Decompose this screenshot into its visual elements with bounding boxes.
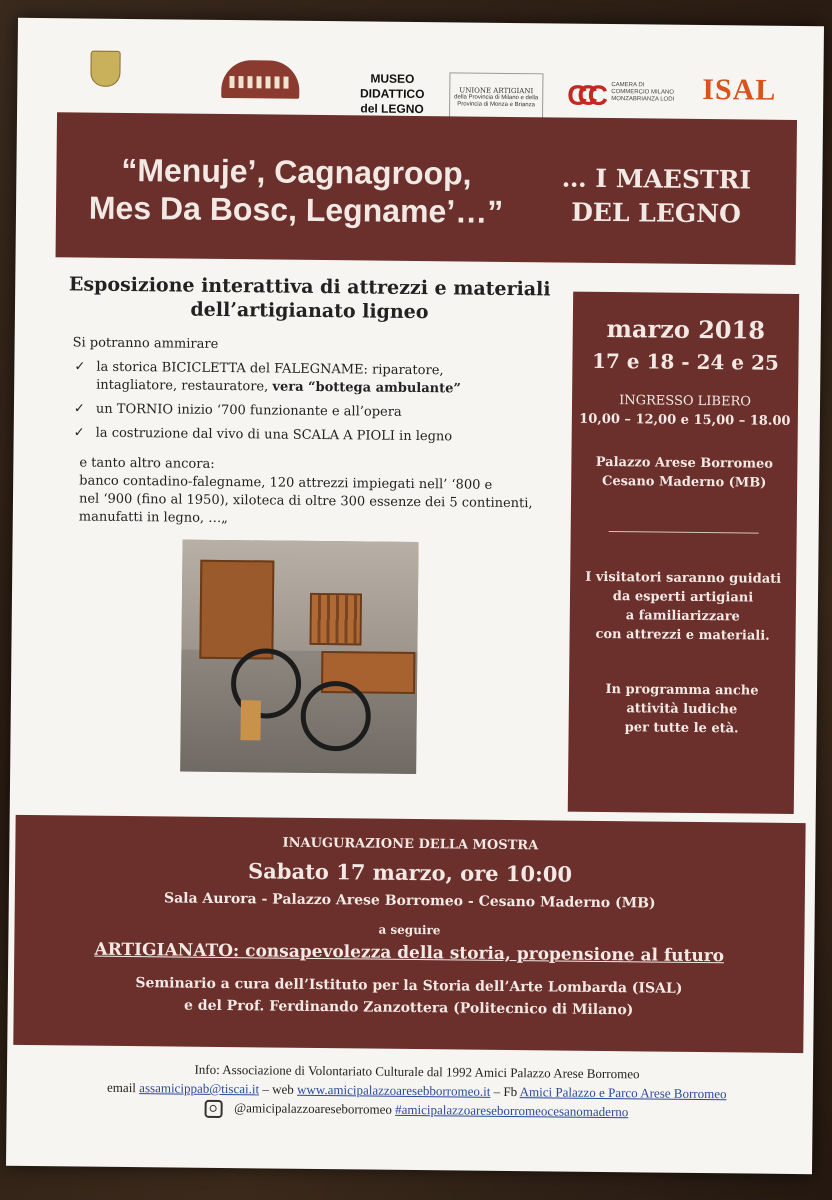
title-right (556, 161, 757, 231)
wooden-rack (199, 560, 274, 660)
email-link[interactable]: assamicippab@tiscai.it (139, 1080, 260, 1097)
fb-label: – Fb (493, 1083, 518, 1100)
checkmark-icon: ✓ (73, 425, 85, 441)
crest-icon (90, 51, 120, 87)
seminar-topic: ARTIGIANATO: consapevolezza della storia, propensione al futuro (94, 939, 725, 967)
more-line3: nel ‘900 (fino al 1950), xiloteca di oltre 300 essenze dei 5 continenti, (78, 491, 533, 512)
seminar-line1: Seminario a cura dell’Istituto per la Storia dell’Arte Lombarda (ISAL) (135, 975, 683, 997)
camera-commercio-logo (567, 78, 677, 119)
museo-logo: MUSEO DIDATTICO del LEGNO (359, 71, 425, 117)
seminar-credits (14, 971, 804, 1023)
title-banner (56, 112, 797, 265)
title-left-line2: Mes Da Bosc, Legname’…” (88, 189, 504, 230)
guide-line1: I visitatori saranno guidati (585, 569, 782, 587)
web-link[interactable]: www.amicipalazzoaresebborromeo.it (296, 1081, 491, 1099)
instagram-icon (205, 1100, 223, 1118)
list-item (72, 358, 561, 399)
event-days: 17 e 18 - 24 e 25 (591, 348, 780, 375)
more-line1: e tanto altro ancora: (79, 455, 215, 472)
heading-line2: dell’artigianato ligneo (190, 298, 429, 324)
web-label: – web (262, 1081, 294, 1097)
title-left (86, 151, 507, 231)
more-line2: banco contadino-falegname, 120 attrezzi impiegati nell’ ‘800 e (79, 473, 493, 493)
checkmark-icon: ✓ (73, 401, 85, 417)
guide-line4: con attrezzi e materiali. (595, 626, 770, 644)
contact-info (67, 1058, 768, 1123)
bicycle-photo (180, 540, 418, 774)
ccc-icon: CCC (567, 79, 599, 111)
inauguration-place: Sala Aurora - Palazzo Arese Borromeo - Cesano Maderno (MB) (163, 890, 656, 912)
program-line2: attività ludiche (626, 701, 738, 718)
guide-line2: da esperti artigiani (612, 589, 754, 606)
venue-line1: Palazzo Arese Borromeo (595, 454, 774, 472)
venue-line2: Cesano Maderno (MB) (601, 473, 767, 491)
event-month: marzo 2018 (606, 313, 766, 345)
intro-text: Si potranno ammirare (72, 335, 219, 352)
heading-line1: Esposizione interattiva di attrezzi e materiali (68, 273, 551, 301)
item2-text: un TORNIO inizio ‘700 funzionante e all’opera (95, 401, 402, 420)
camera-text: CAMERA DI COMMERCIO MILANO MONZABRIANZA LODI (611, 82, 675, 103)
unione-artigiani-logo (449, 72, 543, 121)
poster (6, 18, 824, 1174)
item3-text: la costruzione dal vivo di una SCALA A PIOLI in legno (95, 425, 453, 445)
follow-text: a seguire (378, 922, 441, 938)
more-line4: manufatti in legno, …„ (78, 509, 229, 527)
program-line1: In programma anche (605, 682, 759, 699)
palazzo-building-icon (221, 60, 299, 99)
unione-title: UNIONE ARTIGIANI (459, 86, 534, 96)
description (55, 334, 562, 531)
more-text (71, 454, 561, 531)
info-sidebar (568, 292, 799, 814)
bicycle-wheel (300, 681, 371, 752)
palazzo-logo (217, 60, 304, 121)
guide-line3: a familiarizzare (625, 608, 740, 625)
item1-bold: vera “bottega ambulante” (272, 379, 461, 397)
program-text (569, 680, 796, 739)
opening-hours: 10,00 – 12,00 e 15,00 – 18.00 (579, 411, 791, 429)
venue (571, 453, 797, 493)
seminar-line2: e del Prof. Ferdinando Zanzottera (Politecnico di Milano) (183, 997, 634, 1019)
list-item (72, 400, 561, 423)
town-crest-logo (87, 51, 124, 107)
program-line3: per tutte le età. (624, 720, 739, 737)
exhibition-heading (57, 272, 562, 325)
unione-subtitle: della Provincia di Milano e della Provincia di Monza e Brianza (454, 94, 539, 109)
isal-logo (702, 73, 802, 108)
inauguration-date: Sabato 17 marzo, ore 10:00 (247, 858, 573, 887)
instagram-handle: @amicipalazzoareseborromeo (234, 1100, 393, 1117)
item1-text: intagliatore, restauratore, (96, 377, 269, 395)
title-right-line2: DEL LEGNO (571, 197, 741, 229)
free-entry: INGRESSO LIBERO (619, 393, 752, 410)
info-line: Info: Associazione di Volontariato Culturale dal 1992 Amici Palazzo Arese Borromeo (194, 1061, 640, 1082)
tool-frame (309, 593, 362, 646)
title-left-line1: “Menuje’, Cagnagroop, (121, 151, 472, 192)
facebook-link[interactable]: Amici Palazzo e Parco Arese Borromeo (519, 1084, 727, 1102)
hashtag-link[interactable]: #amicipalazzoareseborromeocesanomaderno (395, 1101, 629, 1120)
divider (609, 531, 759, 534)
isal-wordmark: ISAL (702, 72, 777, 107)
guide-text (570, 568, 797, 646)
main-content (55, 268, 563, 531)
item1-line1: la storica BICICLETTA del FALEGNAME: riparatore, (96, 359, 444, 379)
inauguration-banner (13, 815, 805, 1053)
email-label: email (107, 1079, 137, 1096)
wooden-stand (240, 700, 260, 740)
list-item (72, 424, 561, 447)
item1-line2 (96, 377, 561, 400)
inauguration-heading: INAUGURAZIONE DELLA MOSTRA (282, 835, 539, 854)
title-right-line1: … I MAESTRI (561, 163, 752, 195)
checkmark-icon: ✓ (74, 359, 86, 375)
